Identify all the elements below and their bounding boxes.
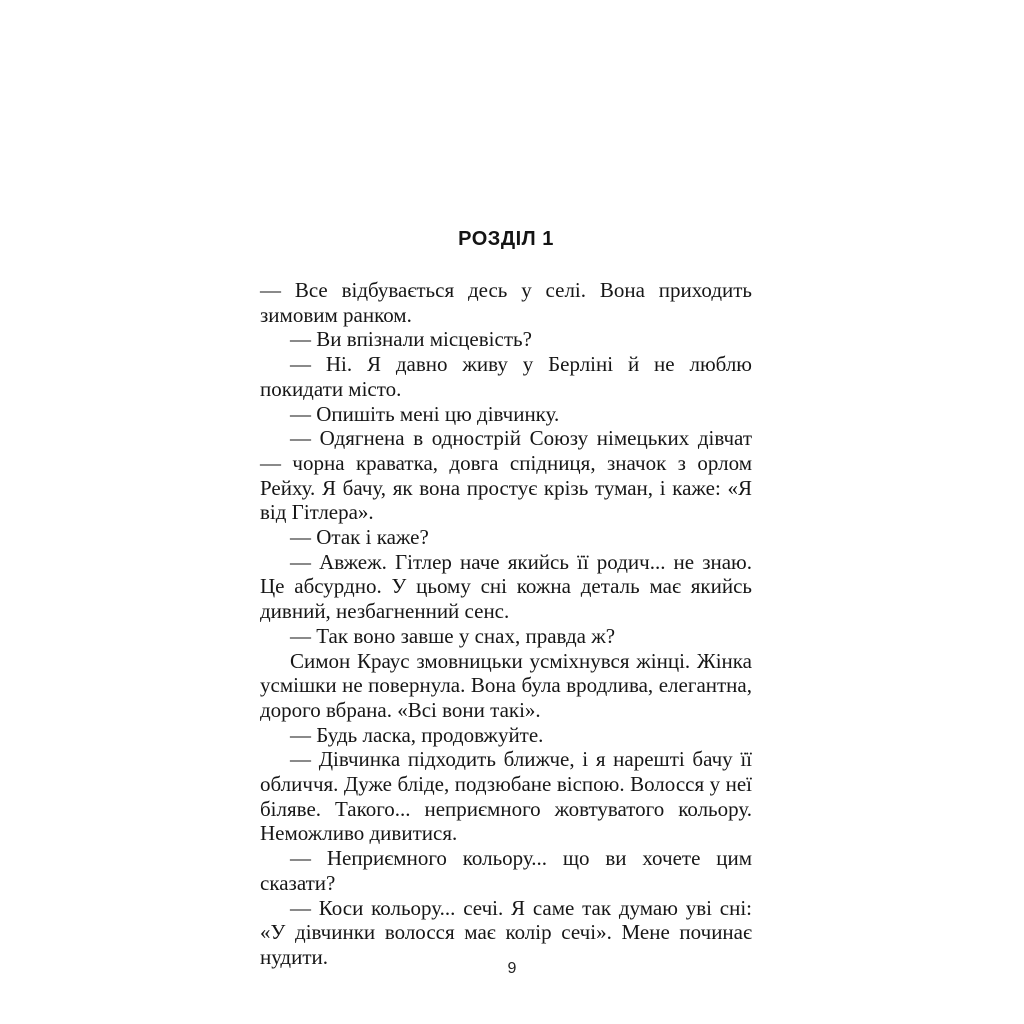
paragraph: — Авжеж. Гітлер наче якийсь її родич... не знаю. Це абсурдно. У цьому сні кожна деталь має якийсь дивний, незбагненний сенс. — [260, 549, 752, 624]
paragraph: — Отак і каже? — [290, 525, 429, 550]
paragraph: — Дівчинка підходить ближче, і я нарешті бачу її обличчя. Дуже бліде, подзюбане віспою. Волосся у неї біляве. Такого... неприємного жовтуватого кольору. Неможливо дивитися. — [260, 747, 752, 846]
paragraph: — Ви впізнали місцевість? — [290, 327, 532, 352]
page-number: 9 — [507, 960, 517, 977]
paragraph: — Коси кольору... сечі. Я саме так думаю уві сні: «У дівчинки волосся має колір сечі». Мене починає нудити. — [260, 895, 752, 969]
paragraph: Симон Краус змовницьки усміхнувся жінці. Жінка усмішки не повернула. Вона була вродлива, елегантна, дорого вбрана. «Всі вони такі». — [260, 648, 752, 722]
paragraph: — Одягнена в однострій Союзу німецьких дівчат — чорна краватка, довга спідниця, значок з орлом Рейху. Я бачу, як вона простує крізь туман, і каже: «Я від Гітлера». — [260, 426, 752, 525]
paragraph: — Ні. Я давно живу у Берліні й не люблю покидати місто. — [260, 352, 752, 401]
paragraph: — Так воно завше у снах, правда ж? — [290, 623, 616, 648]
text-block — [260, 226, 752, 970]
paragraph: — Будь ласка, продовжуйте. — [290, 722, 544, 747]
chapter-heading: РОЗДІЛ 1 — [458, 228, 554, 250]
paragraph: — Опишіть мені цю дівчинку. — [290, 401, 560, 426]
paragraph: — Неприємного кольору... що ви хочете цим сказати? — [260, 846, 752, 895]
paragraph: — Все відбувається десь у селі. Вона приходить зимовим ранком. — [260, 278, 752, 327]
body-text — [260, 278, 752, 970]
